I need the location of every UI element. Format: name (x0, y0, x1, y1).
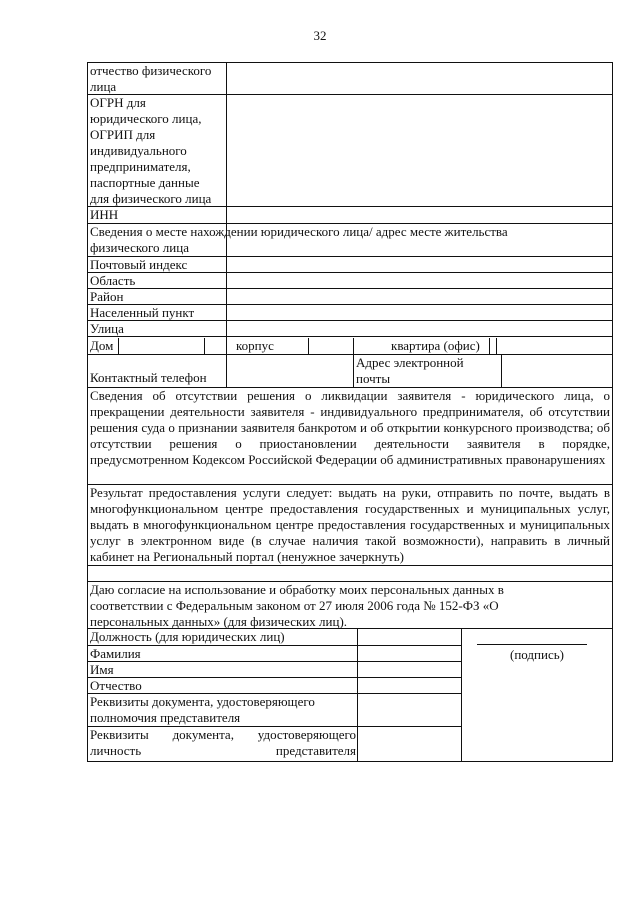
column-divider (353, 338, 354, 354)
postal-code-label: Почтовый индекс (90, 257, 188, 272)
surname-label: Фамилия (90, 646, 141, 661)
column-divider (118, 338, 119, 354)
locality-label: Населенный пункт (90, 305, 195, 320)
authority-docs-label: Реквизиты документа, удостоверяющего полномочия представителя (90, 694, 315, 725)
column-divider (496, 338, 497, 354)
application-form (87, 62, 613, 762)
column-divider (204, 338, 205, 354)
address-heading: Сведения о месте нахождении юридического лица/ адрес месте жительства физического лица (90, 224, 508, 255)
patronymic-label: отчество физического лица (90, 63, 212, 94)
identity-docs-label: Реквизиты документа, удостоверяющего личность представителя (90, 727, 356, 758)
phone-label: Контактный телефон (90, 370, 207, 385)
house-label: Дом (90, 338, 114, 353)
apartment-label: квартира (офис) (391, 338, 480, 353)
row-divider (88, 565, 612, 566)
email-label: Адрес электронной почты (356, 355, 464, 386)
inn-label: ИНН (90, 207, 119, 222)
page-number: 32 (313, 28, 327, 43)
signatory-patronymic-label: Отчество (90, 678, 142, 693)
region-label: Область (90, 273, 136, 288)
district-label: Район (90, 289, 124, 304)
name-label: Имя (90, 662, 114, 677)
column-divider (353, 354, 354, 387)
result-paragraph: Результат предоставления услуги следует: выдать на руки, отправить по почте, выдать в многофункциональном центре предоставления государственных и муниципальных услуг, выдать в многофункциональном центре предоставления государственных и муниципальных услуг в электронном виде (в случае наличия такой возможности), направить в личный кабинет на Региональный портал (ненужное зачеркнуть) (90, 485, 610, 564)
column-divider (226, 354, 227, 387)
signature-line (477, 644, 587, 645)
position-label: Должность (для юридических лиц) (90, 629, 285, 644)
consent-paragraph: Даю согласие на использование и обработку моих персональных данных в соответствии с Федеральным законом от 27 июля 2006 года № 152-ФЗ «О персональных данных» (для физических лиц). (90, 582, 504, 629)
row-divider (88, 354, 612, 355)
column-divider (308, 338, 309, 354)
statement-paragraph: Сведения об отсутствии решения о ликвидации заявителя - юридического лица, о прекращении деятельности заявителя - индивидуального предпринимателя, об отсутствии решения суда о признании заявителя банкротом и об открытии конкурсного производства; об отсутствии решения о приостановлении деятельности заявителя в порядке, предусмотренном Кодексом Российской Федерации об административных правонарушениях (90, 388, 610, 467)
column-divider (501, 354, 502, 387)
column-divider (357, 628, 358, 761)
signature-caption: (подпись) (510, 647, 564, 662)
registration-label: ОГРН для юридического лица, ОГРИП для индивидуального предпринимателя, паспортные данные для физического лица (90, 95, 212, 206)
street-label: Улица (90, 321, 124, 336)
building-label: корпус (236, 338, 274, 353)
column-divider (226, 256, 227, 354)
